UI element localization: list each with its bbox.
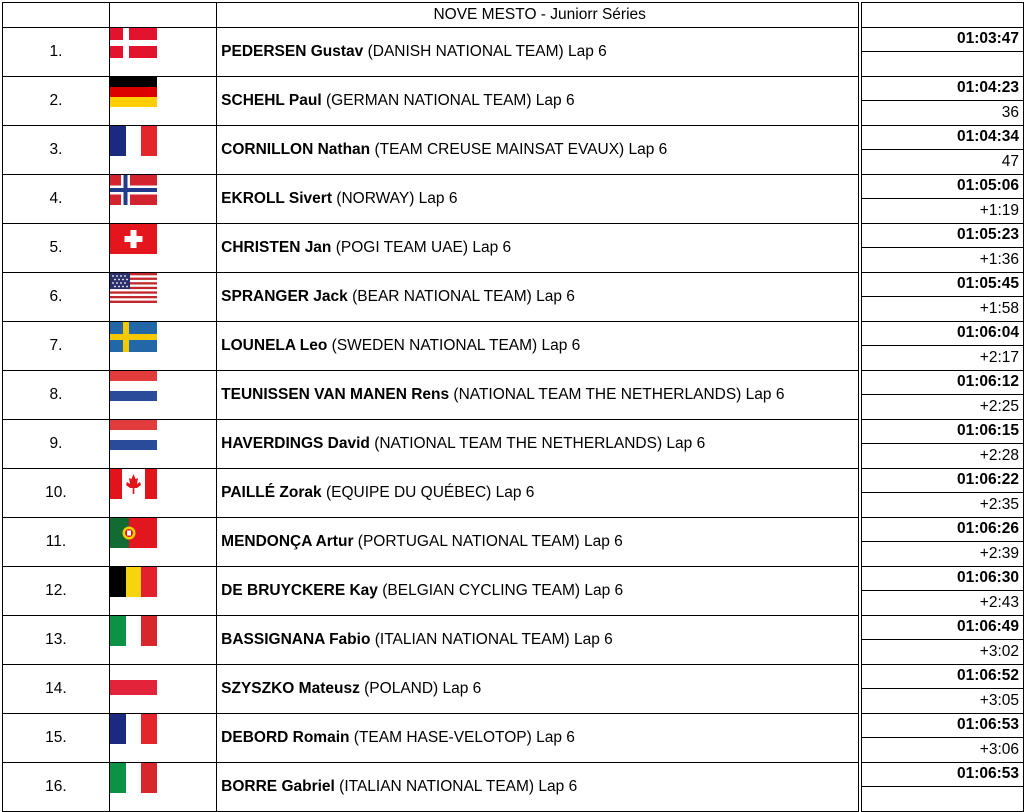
france-flag-icon (110, 714, 157, 744)
header-rank-cell (3, 3, 110, 28)
result-row (3, 321, 1024, 346)
rider-name: HAVERDINGS David (221, 434, 370, 452)
flag-cell (109, 468, 216, 517)
header-row (3, 3, 1024, 28)
rider-cell (217, 27, 859, 76)
flag-cell (109, 713, 216, 762)
rider-name: CORNILLON Nathan (221, 140, 371, 158)
flag-cell (109, 321, 216, 370)
rider-cell (217, 321, 859, 370)
time-cell: 01:06:26 (862, 517, 1024, 542)
time-cell: 01:06:12 (862, 370, 1024, 395)
rider-cell (217, 370, 859, 419)
rider-cell (217, 272, 859, 321)
team-lap: (NORWAY) Lap 6 (336, 189, 458, 207)
rank-cell: 16. (3, 762, 110, 811)
rank-cell: 3. (3, 125, 110, 174)
denmark-flag-icon (110, 28, 157, 58)
team-lap: (TEAM CREUSE MAINSAT EVAUX) Lap 6 (374, 140, 668, 158)
result-row (3, 664, 1024, 689)
team-lap: (EQUIPE DU QUÉBEC) Lap 6 (325, 483, 535, 501)
team-lap: (TEAM HASE-VELOTOP) Lap 6 (353, 728, 575, 746)
result-row (3, 272, 1024, 297)
rider-cell (217, 174, 859, 223)
time-cell: 01:04:23 (862, 76, 1024, 101)
rider-name: SCHEHL Paul (221, 91, 322, 109)
header-flag-cell (109, 3, 216, 28)
team-lap: (NATIONAL TEAM THE NETHERLANDS) Lap 6 (374, 434, 706, 452)
rider-name: PAILLÉ Zorak (221, 483, 322, 501)
rider-name: DEBORD Romain (221, 728, 350, 746)
rank-cell: 12. (3, 566, 110, 615)
rider-cell (217, 615, 859, 664)
gap-cell (862, 787, 1024, 812)
gap-cell: +2:39 (862, 542, 1024, 567)
time-cell: 01:06:53 (862, 762, 1024, 787)
page-title: NOVE MESTO - Juniorr Séries (217, 3, 859, 28)
gap-cell: +1:58 (862, 297, 1024, 322)
rider-cell (217, 419, 859, 468)
result-row (3, 27, 1024, 52)
rider-cell (217, 664, 859, 713)
rider-cell (217, 517, 859, 566)
flag-cell (109, 762, 216, 811)
result-row (3, 762, 1024, 787)
team-lap: (PORTUGAL NATIONAL TEAM) Lap 6 (357, 532, 623, 550)
time-cell: 01:06:52 (862, 664, 1024, 689)
result-row (3, 615, 1024, 640)
result-row (3, 517, 1024, 542)
poland-flag-icon (110, 665, 157, 695)
flag-cell (109, 125, 216, 174)
time-cell: 01:05:45 (862, 272, 1024, 297)
gap-cell: +2:28 (862, 444, 1024, 469)
flag-cell (109, 566, 216, 615)
rider-cell (217, 762, 859, 811)
team-lap: (DANISH NATIONAL TEAM) Lap 6 (367, 42, 607, 60)
flag-cell (109, 370, 216, 419)
gap-cell: +2:17 (862, 346, 1024, 371)
gap-cell: +3:05 (862, 689, 1024, 714)
rank-cell: 14. (3, 664, 110, 713)
result-row (3, 370, 1024, 395)
rider-cell (217, 566, 859, 615)
rider-cell (217, 468, 859, 517)
gap-cell: +3:06 (862, 738, 1024, 763)
canada-flag-icon (110, 469, 157, 499)
netherlands-flag-icon (110, 420, 157, 450)
flag-cell (109, 223, 216, 272)
italy-flag-icon (110, 616, 157, 646)
result-row (3, 713, 1024, 738)
team-lap: (POGI TEAM UAE) Lap 6 (335, 238, 512, 256)
rank-cell: 9. (3, 419, 110, 468)
belgium-flag-icon (110, 567, 157, 597)
time-cell: 01:05:23 (862, 223, 1024, 248)
result-row (3, 419, 1024, 444)
rider-name: LOUNELA Leo (221, 336, 328, 354)
team-lap: (ITALIAN NATIONAL TEAM) Lap 6 (374, 630, 613, 648)
rider-name: BORRE Gabriel (221, 777, 335, 795)
gap-cell: 36 (862, 101, 1024, 126)
gap-cell: +2:43 (862, 591, 1024, 616)
time-cell: 01:03:47 (862, 27, 1024, 52)
rider-name: PEDERSEN Gustav (221, 42, 364, 60)
netherlands-flag-icon (110, 371, 157, 401)
result-row (3, 566, 1024, 591)
flag-cell (109, 174, 216, 223)
team-lap: (ITALIAN NATIONAL TEAM) Lap 6 (339, 777, 578, 795)
team-lap: (BEAR NATIONAL TEAM) Lap 6 (352, 287, 575, 305)
rank-cell: 1. (3, 27, 110, 76)
gap-cell: +2:25 (862, 395, 1024, 420)
rank-cell: 4. (3, 174, 110, 223)
rider-cell (217, 125, 859, 174)
results-table (2, 2, 1024, 812)
header-time-cell (862, 3, 1024, 28)
france-flag-icon (110, 126, 157, 156)
time-cell: 01:06:22 (862, 468, 1024, 493)
flag-cell (109, 664, 216, 713)
rider-cell (217, 76, 859, 125)
time-cell: 01:06:49 (862, 615, 1024, 640)
flag-cell (109, 517, 216, 566)
norway-flag-icon (110, 175, 157, 205)
rank-cell: 13. (3, 615, 110, 664)
rider-name: TEUNISSEN VAN MANEN Rens (221, 385, 450, 403)
rider-name: SZYSZKO Mateusz (221, 679, 360, 697)
gap-cell: +1:19 (862, 199, 1024, 224)
result-row (3, 76, 1024, 101)
flag-cell (109, 419, 216, 468)
rider-name: SPRANGER Jack (221, 287, 348, 305)
flag-cell (109, 76, 216, 125)
time-cell: 01:06:30 (862, 566, 1024, 591)
portugal-flag-icon (110, 518, 157, 548)
rider-cell (217, 713, 859, 762)
time-cell: 01:06:04 (862, 321, 1024, 346)
time-cell: 01:05:06 (862, 174, 1024, 199)
time-cell: 01:04:34 (862, 125, 1024, 150)
team-lap: (SWEDEN NATIONAL TEAM) Lap 6 (331, 336, 581, 354)
time-cell: 01:06:53 (862, 713, 1024, 738)
time-cell: 01:06:15 (862, 419, 1024, 444)
rank-cell: 7. (3, 321, 110, 370)
rank-cell: 15. (3, 713, 110, 762)
rider-name: CHRISTEN Jan (221, 238, 332, 256)
result-row (3, 223, 1024, 248)
rider-cell (217, 223, 859, 272)
rank-cell: 11. (3, 517, 110, 566)
gap-cell (862, 52, 1024, 77)
flag-cell (109, 615, 216, 664)
usa-flag-icon (110, 273, 157, 303)
rider-name: EKROLL Sivert (221, 189, 332, 207)
team-lap: (POLAND) Lap 6 (364, 679, 482, 697)
sweden-flag-icon (110, 322, 157, 352)
gap-cell: 47 (862, 150, 1024, 175)
rank-cell: 2. (3, 76, 110, 125)
rider-name: MENDONÇA Artur (221, 532, 354, 550)
gap-cell: +1:36 (862, 248, 1024, 273)
team-lap: (BELGIAN CYCLING TEAM) Lap 6 (382, 581, 624, 599)
flag-cell (109, 27, 216, 76)
rank-cell: 8. (3, 370, 110, 419)
switzerland-flag-icon (110, 224, 157, 254)
rider-name: BASSIGNANA Fabio (221, 630, 371, 648)
gap-cell: +3:02 (862, 640, 1024, 665)
team-lap: (NATIONAL TEAM THE NETHERLANDS) Lap 6 (453, 385, 785, 403)
rank-cell: 5. (3, 223, 110, 272)
team-lap: (GERMAN NATIONAL TEAM) Lap 6 (325, 91, 575, 109)
rider-name: DE BRUYCKERE Kay (221, 581, 378, 599)
result-row (3, 174, 1024, 199)
result-row (3, 468, 1024, 493)
rank-cell: 10. (3, 468, 110, 517)
italy-flag-icon (110, 763, 157, 793)
result-row (3, 125, 1024, 150)
germany-flag-icon (110, 77, 157, 107)
flag-cell (109, 272, 216, 321)
gap-cell: +2:35 (862, 493, 1024, 518)
rank-cell: 6. (3, 272, 110, 321)
